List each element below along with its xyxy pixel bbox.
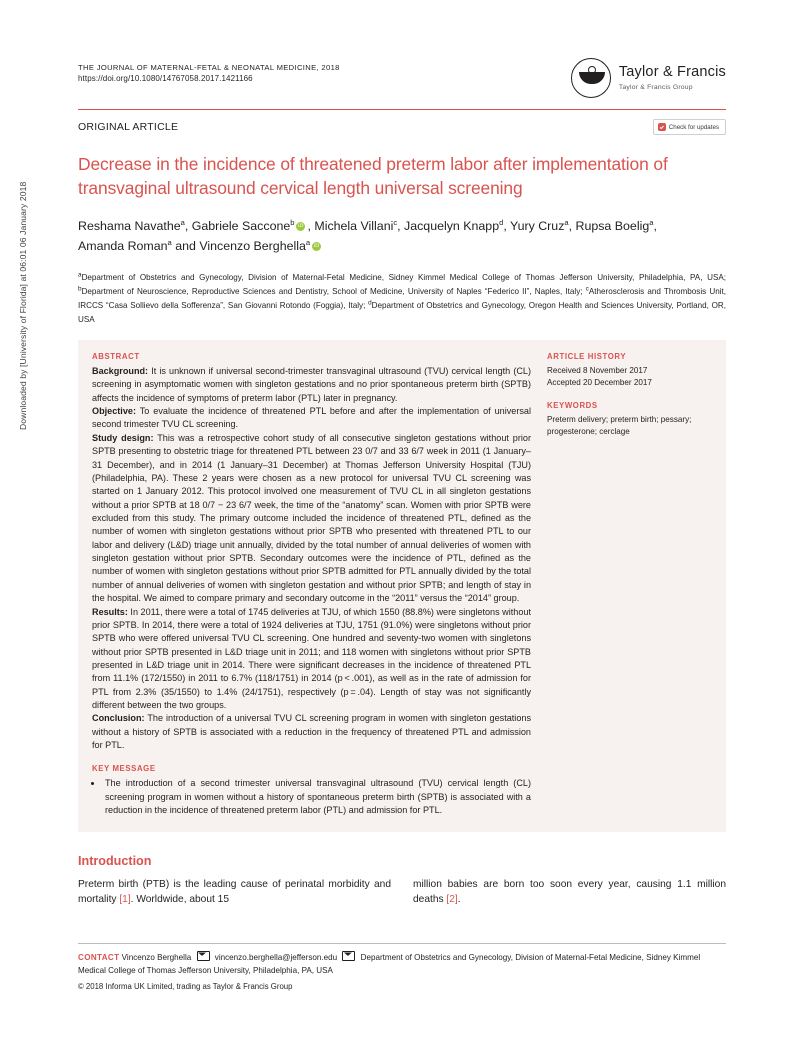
taylor-francis-mark-icon [571,58,611,98]
orcid-icon[interactable] [312,242,321,251]
abstract-conclusion-label: Conclusion: [92,713,145,724]
download-stamp: Downloaded by [University of Florida] at 06:01 06 January 2018 [18,181,28,430]
page-footer [78,932,726,991]
abstract-objective-text: To evaluate the incidence of threatened PTL before and after the implementation of universal second trimester TVU CL screening. [92,406,531,430]
abstract-right-column [547,352,712,818]
journal-info [78,58,340,83]
abstract-design-label: Study design: [92,432,154,443]
intro-paragraph-b: million babies are born too soon every year, causing 1.1 million deaths [2]. [413,878,726,906]
received-date: Received 8 November 2017 [547,366,648,376]
orcid-icon[interactable] [296,222,305,231]
introduction-heading: Introduction [78,853,152,868]
publisher-logo [571,58,726,98]
journal-title: THE JOURNAL OF MATERNAL-FETAL & NEONATAL MEDICINE, 2018 [78,63,340,72]
crossmark-label: Check for updates [668,123,719,131]
footer-divider [78,943,726,944]
crossmark-icon [658,123,666,131]
citation-link[interactable]: [1] [119,894,131,906]
address-icon [342,951,355,961]
publisher-name: Taylor & Francis [618,64,726,81]
publisher-subtitle: Taylor & Francis Group [618,83,693,91]
masthead [78,58,726,98]
publisher-text [619,65,726,91]
contact-email[interactable]: vincenzo.berghella@jefferson.edu [214,953,338,962]
key-message-heading: KEY MESSAGE [92,764,156,774]
article-history-heading: ARTICLE HISTORY [547,352,627,362]
doi-link[interactable]: https://doi.org/10.1080/14767058.2017.1421166 [78,73,253,83]
key-message-item: • The introduction of a second trimester universal transvaginal ultrasound (TVU) cervical length (CL) screening program in women without a history of spontaneous preterm birth (SPTB) is associated with a reduction in the incidence of threatened preterm labor (PTL) and admission for PTL. [103,777,531,817]
introduction-body [78,877,726,908]
abstract-left-column [92,352,547,818]
citation-link[interactable]: [2] [446,894,458,906]
contact-address: Department of Obstetrics and Gynecology, Division of Maternal-Fetal Medicine, Sidney Kimmel Medical College of Thomas Jefferson University, Philadelphia, PA, USA [78,953,701,975]
header-divider [78,109,726,110]
abstract-design-text: This was a retrospective cohort study of all consecutive singleton gestations without prior SPTB presenting to obstetric triage for threatened PTL between 23 0/7 and 33 6/7 week in 2011 (1 January–31 December), and in 2014 (1 January–31 December) at Thomas Jefferson University Hospital (TJU) (Philadelphia, PA). These 2 years were chosen as a new protocol for universal TVU CL screening was started on 1 January 2012. This protocol involved one measurement of TVU CL in all singleton gestations without a prior SPTB at 18 0/7 − 23 6/7 week, the time of the “anatomy” scan. Women with prior SPTB were excluded from this study. The primary outcome included the incidence of threatened PTL, defined as the number of women with singleton gestations without prior SPTB who presented with threatened PTL to our labor and delivery (L&D) triage unit annually, divided by the total number of annual deliveries of women with singleton gestation without prior SPTB. Secondary outcomes were the incidence of PTL, defined as the number of women with singleton gestations without prior SPTB admitted for PTL annually divided by the total number of annual deliveries of women with singleton gestation and without prior SPTB; and length of stay in the hospital. We aimed to compare primary and secondary outcome in the “2011” versus the “2014” group. [92,432,531,604]
abstract-background-label: Background: [92,366,149,377]
authors-line-2: Amanda Roman$^a$ and Vincenzo Berghella$^a$iD [78,239,323,253]
accepted-date: Accepted 20 December 2017 [547,378,652,388]
abstract-objective-label: Objective: [92,406,136,417]
key-message-list [92,777,531,817]
keywords-block [547,401,712,438]
copyright-line: © 2018 Informa UK Limited, trading as Taylor & Francis Group [78,982,293,992]
abstract-block [78,340,726,832]
abstract-results-label: Results: [92,606,128,617]
article-content [78,58,726,908]
abstract-heading: ABSTRACT [92,352,140,362]
email-icon [197,951,210,961]
author-list [78,217,726,257]
abstract-results-text: In 2011, there were a total of 1745 deliveries at TJU, of which 1550 (88.8%) were singletons without prior SPTB. In 2014, there were a total of 1924 deliveries at TJU, 1751 (91.0%) were singletons without prior SPTB who were offered universal TVU CL screening. One hundred and seventy-two women with singletons without prior SPTB presented in L&D triage unit in 2011; and 118 women with singletons without prior SPTB presented in L&D triage unit in 2014. There were significant decreases in the incidence of threatened PTL from 11.1% (172/1550) in 2011 to 6.7% (118/1751) in 2014 (p < .001), as well as in the rate of admission for PTL from 2.3% (35/1550) to 1.4% (24/1751), respectively (p = .04). Length of stay was not significantly different between the two groups. [92,606,531,711]
article-type-row [78,119,726,135]
keywords-text: Preterm delivery; preterm birth; pessary; progesterone; cerclage [547,415,692,437]
abstract-body [92,365,531,752]
contact-name: Vincenzo Berghella [121,953,192,962]
keywords-heading: KEYWORDS [547,401,598,411]
affiliations: $^a$Department of Obstetrics and Gynecology, Division of Maternal-Fetal Medicine, Sidney Kimmel Medical College of Thomas Jefferson University, Philadelphia, PA, USA; $^b$Department of Neuroscience, Reproductive Sciences and Dentistry, School of Medicine, University of Naples “Federico II”, Naples, Italy; $^c$Atherosclerosis and Thrombosis Unit, IRCCS “Casa Sollievo della Sofferenza”, San Giovanni Rotondo (Foggia), Italy; $^d$Department of Obstetrics and Gynecology, Oregon Health and Sciences University, Portland, OR, USA [78,271,727,324]
key-message-block [92,764,531,817]
intro-paragraph-a: Preterm birth (PTB) is the leading cause of perinatal morbidity and mortality [1]. Worldwide, about 15 [78,878,391,906]
crossmark-badge[interactable] [653,119,726,135]
article-type-label: ORIGINAL ARTICLE [78,121,179,133]
abstract-background-text: It is unknown if universal second-trimester transvaginal ultrasound (TVU) cervical length (CL) screening in asymptomatic women with singleton gestations and no prior spontaneous preterm birth (SPTB) affects the incidence of symptoms of preterm labor (PTL) later in pregnancy. [92,366,531,403]
contact-label: CONTACT [78,953,120,962]
page-title: Decrease in the incidence of threatened preterm labor after implementation of transvaginal ultrasound cervical length universal screening [78,154,668,198]
abstract-conclusion-text: The introduction of a universal TVU CL screening program in women with singleton gestations without a history of SPTB is associated with a reduction in the frequency of threatened PTL and admission for PTL. [92,713,531,751]
authors-line-1: Reshama Navathe$^a$, Gabriele Saccone$^b$ iD , Michela Villani$^c$, Jacquelyn Knapp$^d$, Yury Cruz$^a$, Rupsa Boelig$^a$, [78,219,657,233]
contact-line [78,951,726,977]
